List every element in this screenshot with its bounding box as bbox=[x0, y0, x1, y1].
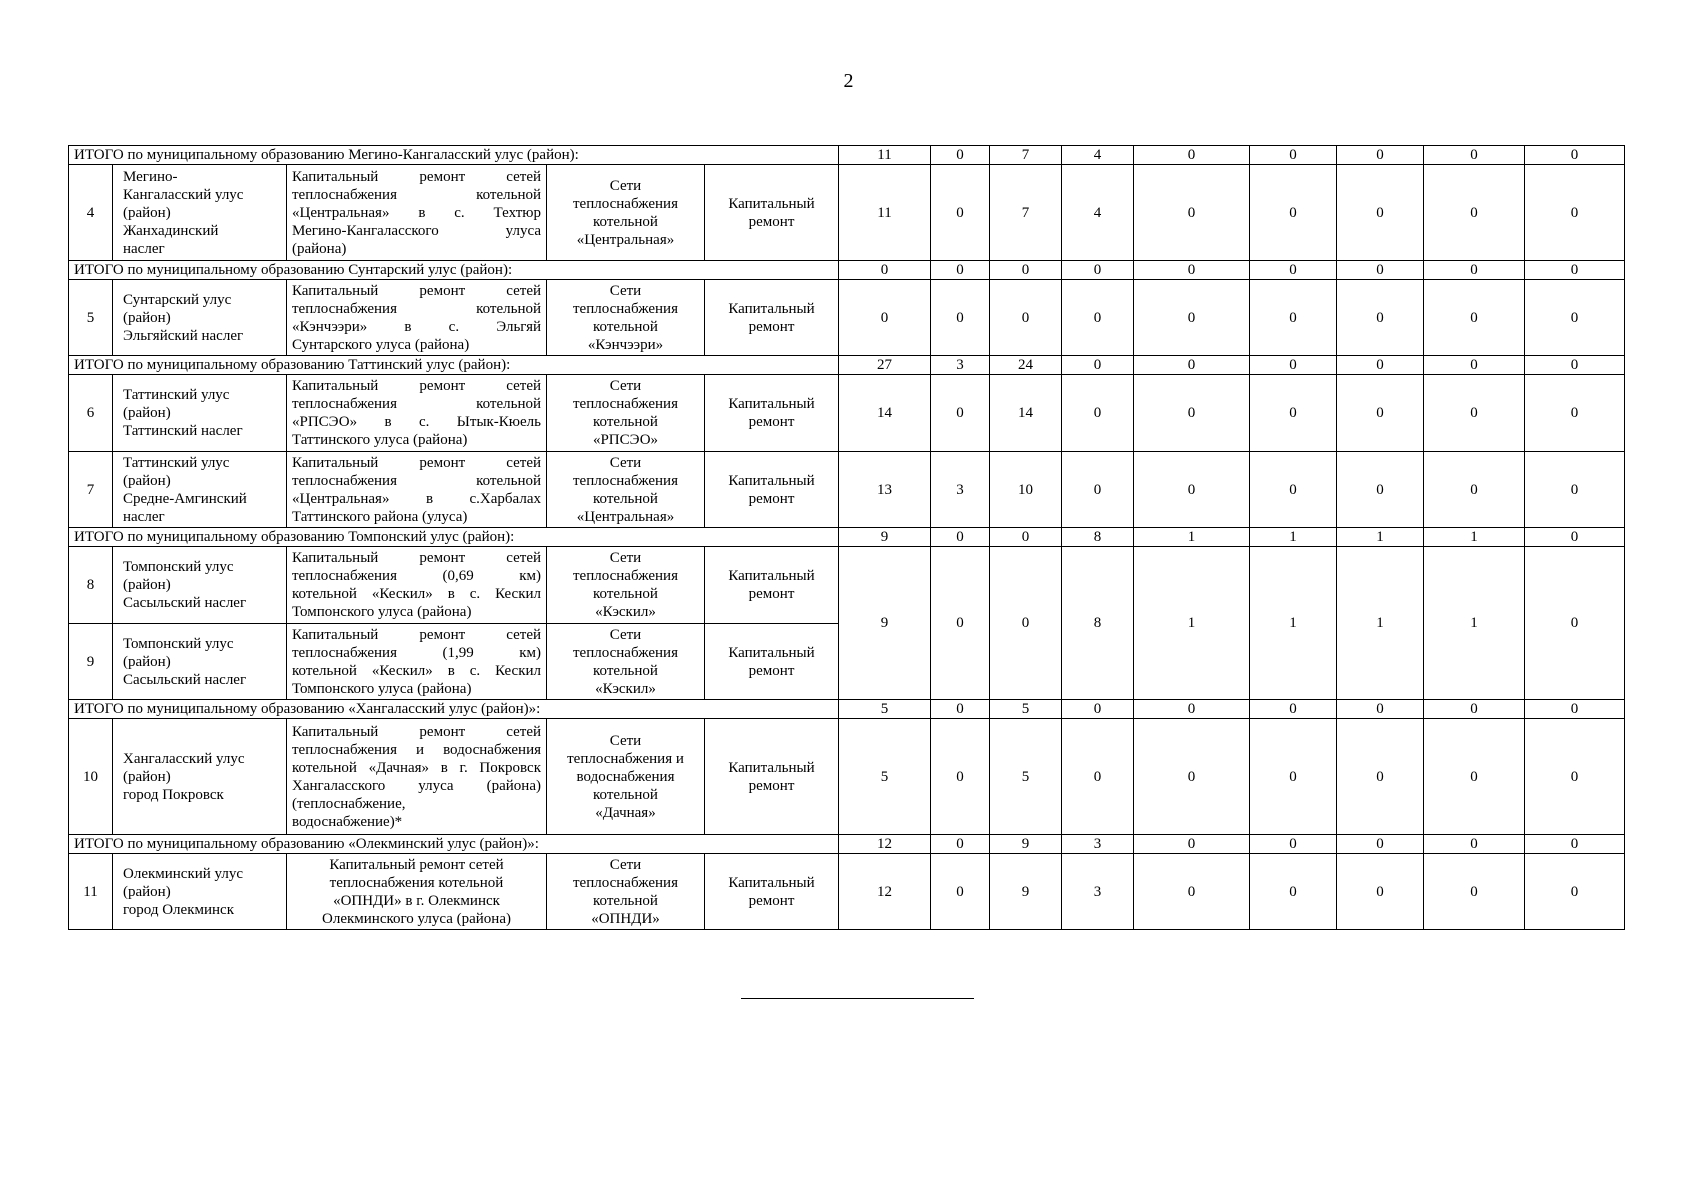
total-value: 0 bbox=[1250, 261, 1337, 280]
value-cell: 0 bbox=[1250, 854, 1337, 930]
value-cell: 0 bbox=[931, 375, 990, 452]
row-number: 7 bbox=[69, 452, 113, 528]
value-cell: 1 bbox=[1134, 547, 1250, 700]
total-row bbox=[69, 528, 1625, 547]
cell-line: Капитальный bbox=[728, 568, 815, 584]
value-cell: 0 bbox=[1337, 719, 1424, 835]
total-value: 0 bbox=[1134, 700, 1250, 719]
municipality-cell bbox=[113, 165, 287, 261]
cell-line: Капитальный bbox=[728, 874, 815, 891]
cell-line: «РПСЭО» в с. Ытык-Кюель bbox=[292, 414, 541, 430]
cell-line: (район) bbox=[123, 472, 171, 489]
total-value: 1 bbox=[1134, 528, 1250, 547]
cell-line: Капитальный bbox=[728, 195, 815, 212]
total-value: 0 bbox=[1525, 146, 1625, 165]
total-value: 0 bbox=[1424, 261, 1525, 280]
municipality-cell bbox=[113, 375, 287, 452]
value-cell: 0 bbox=[1062, 280, 1134, 356]
value-cell: 0 bbox=[1134, 165, 1250, 261]
total-row bbox=[69, 146, 1625, 165]
cell-line: котельной bbox=[593, 892, 658, 909]
row-number: 11 bbox=[69, 854, 113, 930]
cell-line: ремонт bbox=[748, 662, 795, 679]
value-cell: 0 bbox=[1337, 452, 1424, 528]
total-value: 0 bbox=[1424, 835, 1525, 854]
value-cell: 11 bbox=[839, 165, 931, 261]
total-value: 0 bbox=[990, 261, 1062, 280]
value-cell: 0 bbox=[1062, 375, 1134, 452]
total-value: 5 bbox=[990, 700, 1062, 719]
cell-line: котельной bbox=[593, 586, 658, 602]
object-cell bbox=[547, 719, 705, 835]
total-value: 7 bbox=[990, 146, 1062, 165]
value-cell: 3 bbox=[1062, 854, 1134, 930]
total-value: 4 bbox=[1062, 146, 1134, 165]
total-value: 11 bbox=[839, 146, 931, 165]
value-cell: 14 bbox=[990, 375, 1062, 452]
value-cell: 0 bbox=[839, 280, 931, 356]
cell-line: теплоснабжения котельной bbox=[292, 186, 541, 203]
cell-line: Кангаласский улус bbox=[123, 186, 244, 203]
value-cell: 0 bbox=[1525, 854, 1625, 930]
total-value: 1 bbox=[1337, 528, 1424, 547]
total-value: 0 bbox=[1337, 835, 1424, 854]
value-cell: 0 bbox=[1424, 854, 1525, 930]
cell-line: «Центральная» bbox=[576, 508, 675, 525]
value-cell: 0 bbox=[1424, 280, 1525, 356]
work-type-cell bbox=[705, 452, 839, 528]
total-value: 0 bbox=[1337, 356, 1424, 375]
municipality-cell bbox=[113, 280, 287, 356]
municipality-cell bbox=[113, 719, 287, 835]
total-value: 9 bbox=[990, 835, 1062, 854]
cell-line: «Кэнчээри» в с. Эльгяй bbox=[292, 318, 541, 335]
value-cell: 0 bbox=[1424, 452, 1525, 528]
total-value: 0 bbox=[1250, 146, 1337, 165]
municipality-cell bbox=[113, 547, 287, 624]
object-cell bbox=[547, 624, 705, 700]
value-cell: 0 bbox=[990, 280, 1062, 356]
cell-line: город Покровск bbox=[123, 786, 224, 803]
value-cell: 0 bbox=[990, 547, 1062, 700]
total-value: 0 bbox=[1062, 261, 1134, 280]
cell-line: теплоснабжения котельной bbox=[329, 874, 504, 891]
cell-line: ремонт bbox=[748, 586, 795, 602]
cell-line: (район) bbox=[123, 653, 171, 670]
cell-line: Мегино-Кангаласского улуса bbox=[292, 222, 541, 239]
value-cell: 0 bbox=[1337, 375, 1424, 452]
cell-line: «Дачная» bbox=[595, 804, 656, 821]
cell-line: ремонт bbox=[748, 490, 795, 507]
cell-line: «ОПНДИ» bbox=[591, 910, 660, 927]
value-cell: 0 bbox=[931, 280, 990, 356]
value-cell: 0 bbox=[1250, 719, 1337, 835]
cell-line: Эльгяйский наслег bbox=[123, 327, 244, 344]
value-cell: 0 bbox=[1062, 452, 1134, 528]
cell-line: Хангаласский улус bbox=[123, 750, 245, 767]
cell-line: котельной bbox=[593, 786, 658, 803]
cell-line: Капитальный ремонт сетей bbox=[292, 378, 541, 394]
cell-line: Капитальный ремонт сетей bbox=[292, 626, 541, 643]
cell-line: «Кэскил» bbox=[595, 604, 656, 620]
cell-line: Томпонского улуса (района) bbox=[292, 604, 472, 620]
cell-line: теплоснабжения bbox=[573, 300, 678, 317]
total-value: 3 bbox=[931, 356, 990, 375]
total-value: 0 bbox=[1062, 700, 1134, 719]
capital-repair-table bbox=[68, 145, 1625, 930]
total-value: 5 bbox=[839, 700, 931, 719]
total-value: 0 bbox=[839, 261, 931, 280]
value-cell: 0 bbox=[1062, 719, 1134, 835]
cell-line: Сунтарский улус bbox=[123, 291, 232, 308]
cell-line: теплоснабжения bbox=[573, 568, 678, 584]
cell-line: ремонт bbox=[748, 777, 795, 794]
value-cell: 0 bbox=[931, 719, 990, 835]
value-cell: 0 bbox=[1134, 375, 1250, 452]
description-cell bbox=[287, 547, 547, 624]
cell-line: Сети bbox=[609, 282, 642, 299]
object-cell bbox=[547, 280, 705, 356]
value-cell: 0 bbox=[1525, 280, 1625, 356]
table-row bbox=[69, 375, 1625, 452]
row-number: 8 bbox=[69, 547, 113, 624]
value-cell: 0 bbox=[931, 547, 990, 700]
value-cell: 0 bbox=[1250, 165, 1337, 261]
cell-line: Олекминский улус bbox=[123, 865, 244, 882]
cell-line: (район) bbox=[123, 768, 171, 785]
total-value: 12 bbox=[839, 835, 931, 854]
value-cell: 0 bbox=[1424, 375, 1525, 452]
total-value: 0 bbox=[1250, 356, 1337, 375]
cell-line: Капитальный ремонт сетей bbox=[292, 282, 541, 299]
total-row bbox=[69, 700, 1625, 719]
cell-line: водоснабжение)* bbox=[292, 813, 403, 830]
cell-line: «ОПНДИ» в г. Олекминск bbox=[333, 892, 500, 909]
cell-line: Средне-Амгинский bbox=[123, 490, 247, 507]
cell-line: Сети bbox=[609, 177, 642, 194]
cell-line: котельной bbox=[593, 414, 658, 430]
cell-line: Хангаласского улуса (района) bbox=[292, 777, 541, 794]
row-number: 6 bbox=[69, 375, 113, 452]
value-cell: 0 bbox=[1424, 719, 1525, 835]
total-value: 0 bbox=[990, 528, 1062, 547]
row-number: 10 bbox=[69, 719, 113, 835]
value-cell: 0 bbox=[1250, 375, 1337, 452]
cell-line: Капитальный ремонт сетей bbox=[292, 454, 541, 471]
cell-line: теплоснабжения и водоснабжения bbox=[292, 741, 541, 758]
cell-line: теплоснабжения (1,99 км) bbox=[292, 644, 541, 661]
total-value: 0 bbox=[1062, 356, 1134, 375]
value-cell: 4 bbox=[1062, 165, 1134, 261]
description-cell bbox=[287, 719, 547, 835]
cell-line: (район) bbox=[123, 309, 171, 326]
table-row bbox=[69, 719, 1625, 835]
cell-line: «Кэнчээри» bbox=[587, 336, 664, 353]
municipality-cell bbox=[113, 624, 287, 700]
municipality-cell bbox=[113, 452, 287, 528]
value-cell: 0 bbox=[1337, 165, 1424, 261]
value-cell: 0 bbox=[1525, 375, 1625, 452]
cell-line: (район) bbox=[123, 883, 171, 900]
total-label: ИТОГО по муниципальному образованию Мегино-Кангаласский улус (район): bbox=[69, 146, 839, 165]
cell-line: Капитальный bbox=[728, 396, 815, 412]
total-value: 24 bbox=[990, 356, 1062, 375]
object-cell bbox=[547, 854, 705, 930]
cell-line: Таттинский наслег bbox=[123, 423, 243, 439]
value-cell: 0 bbox=[1525, 165, 1625, 261]
cell-line: теплоснабжения bbox=[573, 195, 678, 212]
total-value: 1 bbox=[1424, 528, 1525, 547]
table-body bbox=[69, 146, 1625, 930]
total-row bbox=[69, 835, 1625, 854]
value-cell: 0 bbox=[1525, 452, 1625, 528]
cell-line: «Кэскил» bbox=[595, 680, 656, 697]
total-value: 0 bbox=[1424, 356, 1525, 375]
cell-line: Таттинский улус bbox=[123, 454, 230, 471]
cell-line: Капитальный bbox=[728, 644, 815, 661]
total-value: 0 bbox=[1525, 528, 1625, 547]
total-label: ИТОГО по муниципальному образованию «Хангаласский улус (район)»: bbox=[69, 700, 839, 719]
total-value: 0 bbox=[1424, 700, 1525, 719]
work-type-cell bbox=[705, 854, 839, 930]
row-number: 5 bbox=[69, 280, 113, 356]
cell-line: «Центральная» в с. Техтюр bbox=[292, 204, 541, 221]
total-value: 0 bbox=[931, 835, 990, 854]
total-value: 0 bbox=[1337, 700, 1424, 719]
value-cell: 0 bbox=[1250, 452, 1337, 528]
work-type-cell bbox=[705, 280, 839, 356]
value-cell: 0 bbox=[1134, 452, 1250, 528]
cell-line: теплоснабжения bbox=[573, 396, 678, 412]
page-number: 2 bbox=[843, 70, 854, 92]
total-label: ИТОГО по муниципальному образованию «Олекминский улус (район)»: bbox=[69, 835, 839, 854]
cell-line: Сети bbox=[609, 856, 642, 873]
cell-line: (района) bbox=[292, 240, 347, 257]
work-type-cell bbox=[705, 547, 839, 624]
value-cell: 0 bbox=[1134, 280, 1250, 356]
total-row bbox=[69, 356, 1625, 375]
cell-line: (район) bbox=[123, 577, 171, 593]
object-cell bbox=[547, 165, 705, 261]
total-value: 1 bbox=[1250, 528, 1337, 547]
cell-line: Сети bbox=[609, 626, 642, 643]
total-value: 0 bbox=[1134, 146, 1250, 165]
total-value: 0 bbox=[1424, 146, 1525, 165]
table-row bbox=[69, 165, 1625, 261]
value-cell: 8 bbox=[1062, 547, 1134, 700]
work-type-cell bbox=[705, 719, 839, 835]
cell-line: Капитальный bbox=[728, 300, 815, 317]
cell-line: теплоснабжения котельной bbox=[292, 300, 541, 317]
cell-line: Томпонского улуса (района) bbox=[292, 680, 472, 697]
cell-line: город Олекминск bbox=[123, 901, 234, 918]
cell-line: теплоснабжения bbox=[573, 644, 678, 661]
total-value: 0 bbox=[931, 528, 990, 547]
cell-line: Таттинского улуса (района) bbox=[292, 432, 468, 448]
cell-line: Капитальный ремонт сетей bbox=[292, 550, 541, 566]
row-number: 4 bbox=[69, 165, 113, 261]
cell-line: наслег bbox=[123, 240, 165, 257]
description-cell bbox=[287, 165, 547, 261]
cell-line: теплоснабжения котельной bbox=[292, 472, 541, 489]
description-cell bbox=[287, 854, 547, 930]
cell-line: Сасыльский наслег bbox=[123, 595, 247, 611]
footer-rule bbox=[741, 998, 974, 999]
cell-line: Сети bbox=[609, 550, 642, 566]
value-cell: 0 bbox=[1337, 854, 1424, 930]
row-number: 9 bbox=[69, 624, 113, 700]
total-value: 0 bbox=[1134, 835, 1250, 854]
value-cell: 9 bbox=[990, 854, 1062, 930]
total-label: ИТОГО по муниципальному образованию Томпонский улус (район): bbox=[69, 528, 839, 547]
value-cell: 1 bbox=[1424, 547, 1525, 700]
total-label: ИТОГО по муниципальному образованию Таттинский улус (район): bbox=[69, 356, 839, 375]
cell-line: теплоснабжения (0,69 км) bbox=[292, 568, 541, 584]
cell-line: Сети bbox=[609, 454, 642, 471]
value-cell: 10 bbox=[990, 452, 1062, 528]
cell-line: котельной bbox=[593, 662, 658, 679]
cell-line: котельной bbox=[593, 318, 658, 335]
total-value: 0 bbox=[1525, 835, 1625, 854]
cell-line: котельной «Кескил» в с. Кескил bbox=[292, 662, 541, 679]
cell-line: Капитальный ремонт сетей bbox=[329, 856, 504, 873]
total-value: 8 bbox=[1062, 528, 1134, 547]
value-cell: 0 bbox=[1134, 719, 1250, 835]
value-cell: 0 bbox=[1525, 719, 1625, 835]
total-value: 0 bbox=[1337, 261, 1424, 280]
object-cell bbox=[547, 375, 705, 452]
cell-line: теплоснабжения bbox=[573, 874, 678, 891]
cell-line: теплоснабжения и bbox=[567, 750, 684, 767]
total-value: 0 bbox=[931, 261, 990, 280]
cell-line: котельной «Дачная» в г. Покровск bbox=[292, 759, 541, 776]
total-label: ИТОГО по муниципальному образованию Сунтарский улус (район): bbox=[69, 261, 839, 280]
total-value: 0 bbox=[1525, 356, 1625, 375]
cell-line: котельной «Кескил» в с. Кескил bbox=[292, 586, 541, 602]
cell-line: (район) bbox=[123, 204, 171, 221]
total-value: 0 bbox=[1250, 835, 1337, 854]
value-cell: 5 bbox=[990, 719, 1062, 835]
total-value: 0 bbox=[931, 146, 990, 165]
cell-line: Сети bbox=[609, 732, 642, 749]
value-cell: 0 bbox=[931, 165, 990, 261]
value-cell: 3 bbox=[931, 452, 990, 528]
cell-line: Капитальный bbox=[728, 759, 815, 776]
value-cell: 1 bbox=[1250, 547, 1337, 700]
value-cell: 5 bbox=[839, 719, 931, 835]
cell-line: котельной bbox=[593, 213, 658, 230]
cell-line: Капитальный ремонт сетей bbox=[292, 723, 541, 740]
work-type-cell bbox=[705, 375, 839, 452]
cell-line: котельной bbox=[593, 490, 658, 507]
value-cell: 0 bbox=[931, 854, 990, 930]
cell-line: Томпонский улус bbox=[123, 635, 234, 652]
cell-line: теплоснабжения котельной bbox=[292, 396, 541, 412]
total-value: 0 bbox=[1134, 356, 1250, 375]
cell-line: «РПСЭО» bbox=[592, 432, 659, 448]
total-value: 0 bbox=[1525, 261, 1625, 280]
total-value: 0 bbox=[1525, 700, 1625, 719]
value-cell: 14 bbox=[839, 375, 931, 452]
total-value: 0 bbox=[931, 700, 990, 719]
total-row bbox=[69, 261, 1625, 280]
cell-line: ремонт bbox=[748, 213, 795, 230]
work-type-cell bbox=[705, 624, 839, 700]
cell-line: Капитальный ремонт сетей bbox=[292, 168, 541, 185]
value-cell: 1 bbox=[1337, 547, 1424, 700]
description-cell bbox=[287, 280, 547, 356]
table-row bbox=[69, 280, 1625, 356]
value-cell: 0 bbox=[1525, 547, 1625, 700]
cell-line: (район) bbox=[123, 405, 171, 421]
table-row bbox=[69, 452, 1625, 528]
cell-line: водоснабжения bbox=[576, 768, 675, 785]
cell-line: «Центральная» bbox=[576, 231, 675, 248]
value-cell: 12 bbox=[839, 854, 931, 930]
description-cell bbox=[287, 624, 547, 700]
total-value: 0 bbox=[1337, 146, 1424, 165]
value-cell: 0 bbox=[1337, 280, 1424, 356]
cell-line: Мегино- bbox=[123, 168, 178, 185]
value-cell: 0 bbox=[1250, 280, 1337, 356]
cell-line: Капитальный bbox=[728, 472, 815, 489]
object-cell bbox=[547, 547, 705, 624]
cell-line: «Центральная» в с.Харбалах bbox=[292, 490, 541, 507]
cell-line: Таттинский улус bbox=[123, 387, 230, 403]
description-cell bbox=[287, 452, 547, 528]
total-value: 0 bbox=[1250, 700, 1337, 719]
cell-line: теплоснабжения bbox=[573, 472, 678, 489]
table-row bbox=[69, 547, 1625, 624]
object-cell bbox=[547, 452, 705, 528]
cell-line: (теплоснабжение, bbox=[292, 795, 406, 812]
total-value: 9 bbox=[839, 528, 931, 547]
table-row bbox=[69, 854, 1625, 930]
work-type-cell bbox=[705, 165, 839, 261]
total-value: 0 bbox=[1134, 261, 1250, 280]
description-cell bbox=[287, 375, 547, 452]
cell-line: Сети bbox=[609, 378, 642, 394]
cell-line: Сасыльский наслег bbox=[123, 671, 247, 688]
value-cell: 0 bbox=[1134, 854, 1250, 930]
value-cell: 0 bbox=[1424, 165, 1525, 261]
cell-line: Жанхадинский bbox=[123, 222, 219, 239]
cell-line: Олекминского улуса (района) bbox=[322, 910, 511, 927]
total-value: 3 bbox=[1062, 835, 1134, 854]
cell-line: ремонт bbox=[748, 414, 795, 430]
value-cell: 13 bbox=[839, 452, 931, 528]
value-cell: 7 bbox=[990, 165, 1062, 261]
cell-line: ремонт bbox=[748, 892, 795, 909]
total-value: 27 bbox=[839, 356, 931, 375]
cell-line: Таттинского района (улуса) bbox=[292, 508, 468, 525]
value-cell: 9 bbox=[839, 547, 931, 700]
cell-line: Сунтарского улуса (района) bbox=[292, 336, 470, 353]
municipality-cell bbox=[113, 854, 287, 930]
cell-line: Томпонский улус bbox=[123, 559, 234, 575]
cell-line: наслег bbox=[123, 508, 165, 525]
cell-line: ремонт bbox=[748, 318, 795, 335]
